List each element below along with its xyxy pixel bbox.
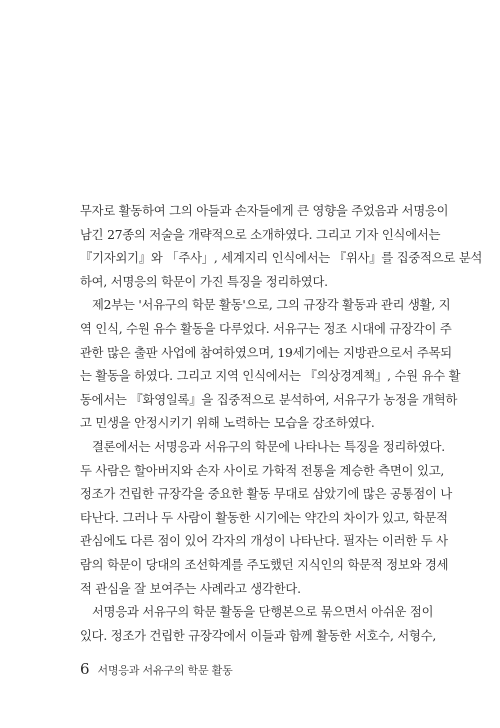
text-line: 역 인식, 수원 유수 활동을 다루었다. 서유구는 정조 시대에 규장각이 주: [80, 321, 452, 336]
text-line: 는 활동을 하였다. 그리고 지역 인식에서는 『의상경계책』, 수원 유수 활: [80, 369, 461, 384]
text-line: 관심에도 다른 점이 있어 각자의 개성이 나타난다. 필자는 이러한 두 사: [80, 534, 448, 549]
text-line: 결론에서는 서명응과 서유구의 학문에 나타나는 특징을 정리하였다.: [92, 439, 445, 454]
text-line: 무자로 활동하여 그의 아들과 손자들에게 큰 영향을 주었음과 서명응이: [80, 204, 449, 218]
text-line: 『기자외기』와 「주사」, 세계지리 인식에서는 『위사』를 집중적으로 분석: [80, 251, 483, 266]
text-line: 고 민생을 안정시키기 위해 노력하는 모습을 강조하였다.: [80, 416, 375, 431]
text-line: 제2부는 '서유구의 학문 활동'으로, 그의 규장각 활동과 관리 생활, 지: [92, 298, 451, 313]
text-line: 람의 학문이 당대의 조선학계를 주도했던 지식인의 학문적 정보와 경세: [80, 557, 449, 572]
running-title: 서명응과 서유구의 학문 활동: [97, 664, 233, 677]
text-line: 동에서는 『화영일록』을 집중적으로 분석하여, 서유구가 농정을 개혁하: [80, 392, 458, 407]
text-line: 적 관심을 잘 보여주는 사례라고 생각한다.: [80, 581, 301, 596]
text-line: 있다. 정조가 건립한 규장각에서 이들과 함께 활동한 서호수, 서형수,: [80, 628, 437, 643]
page-number: 6: [80, 660, 90, 678]
text-line: 서명응과 서유구의 학문 활동을 단행본으로 묶으면서 아쉬운 점이: [92, 605, 434, 620]
text-line: 타난다. 그러나 두 사람이 활동한 시기에는 약간의 차이가 있고, 학문적: [80, 510, 448, 525]
text-line: 관한 많은 출판 사업에 참여하였으며, 19세기에는 지방관으로서 주목되: [80, 345, 452, 360]
page-footer: [80, 660, 428, 680]
text-line: 남긴 27종의 저술을 개략적으로 소개하였다. 그리고 기자 인식에서는: [80, 227, 441, 242]
text-line: 두 사람은 할아버지와 손자 사이로 가학적 전통을 계승한 측면이 있고,: [80, 463, 445, 478]
text-line: 정조가 건립한 규장각을 중요한 활동 무대로 삼았기에 많은 공통점이 나: [80, 487, 453, 502]
text-line: 하여, 서명응의 학문이 가진 특징을 정리하였다.: [80, 274, 328, 289]
body-text: [80, 200, 483, 648]
